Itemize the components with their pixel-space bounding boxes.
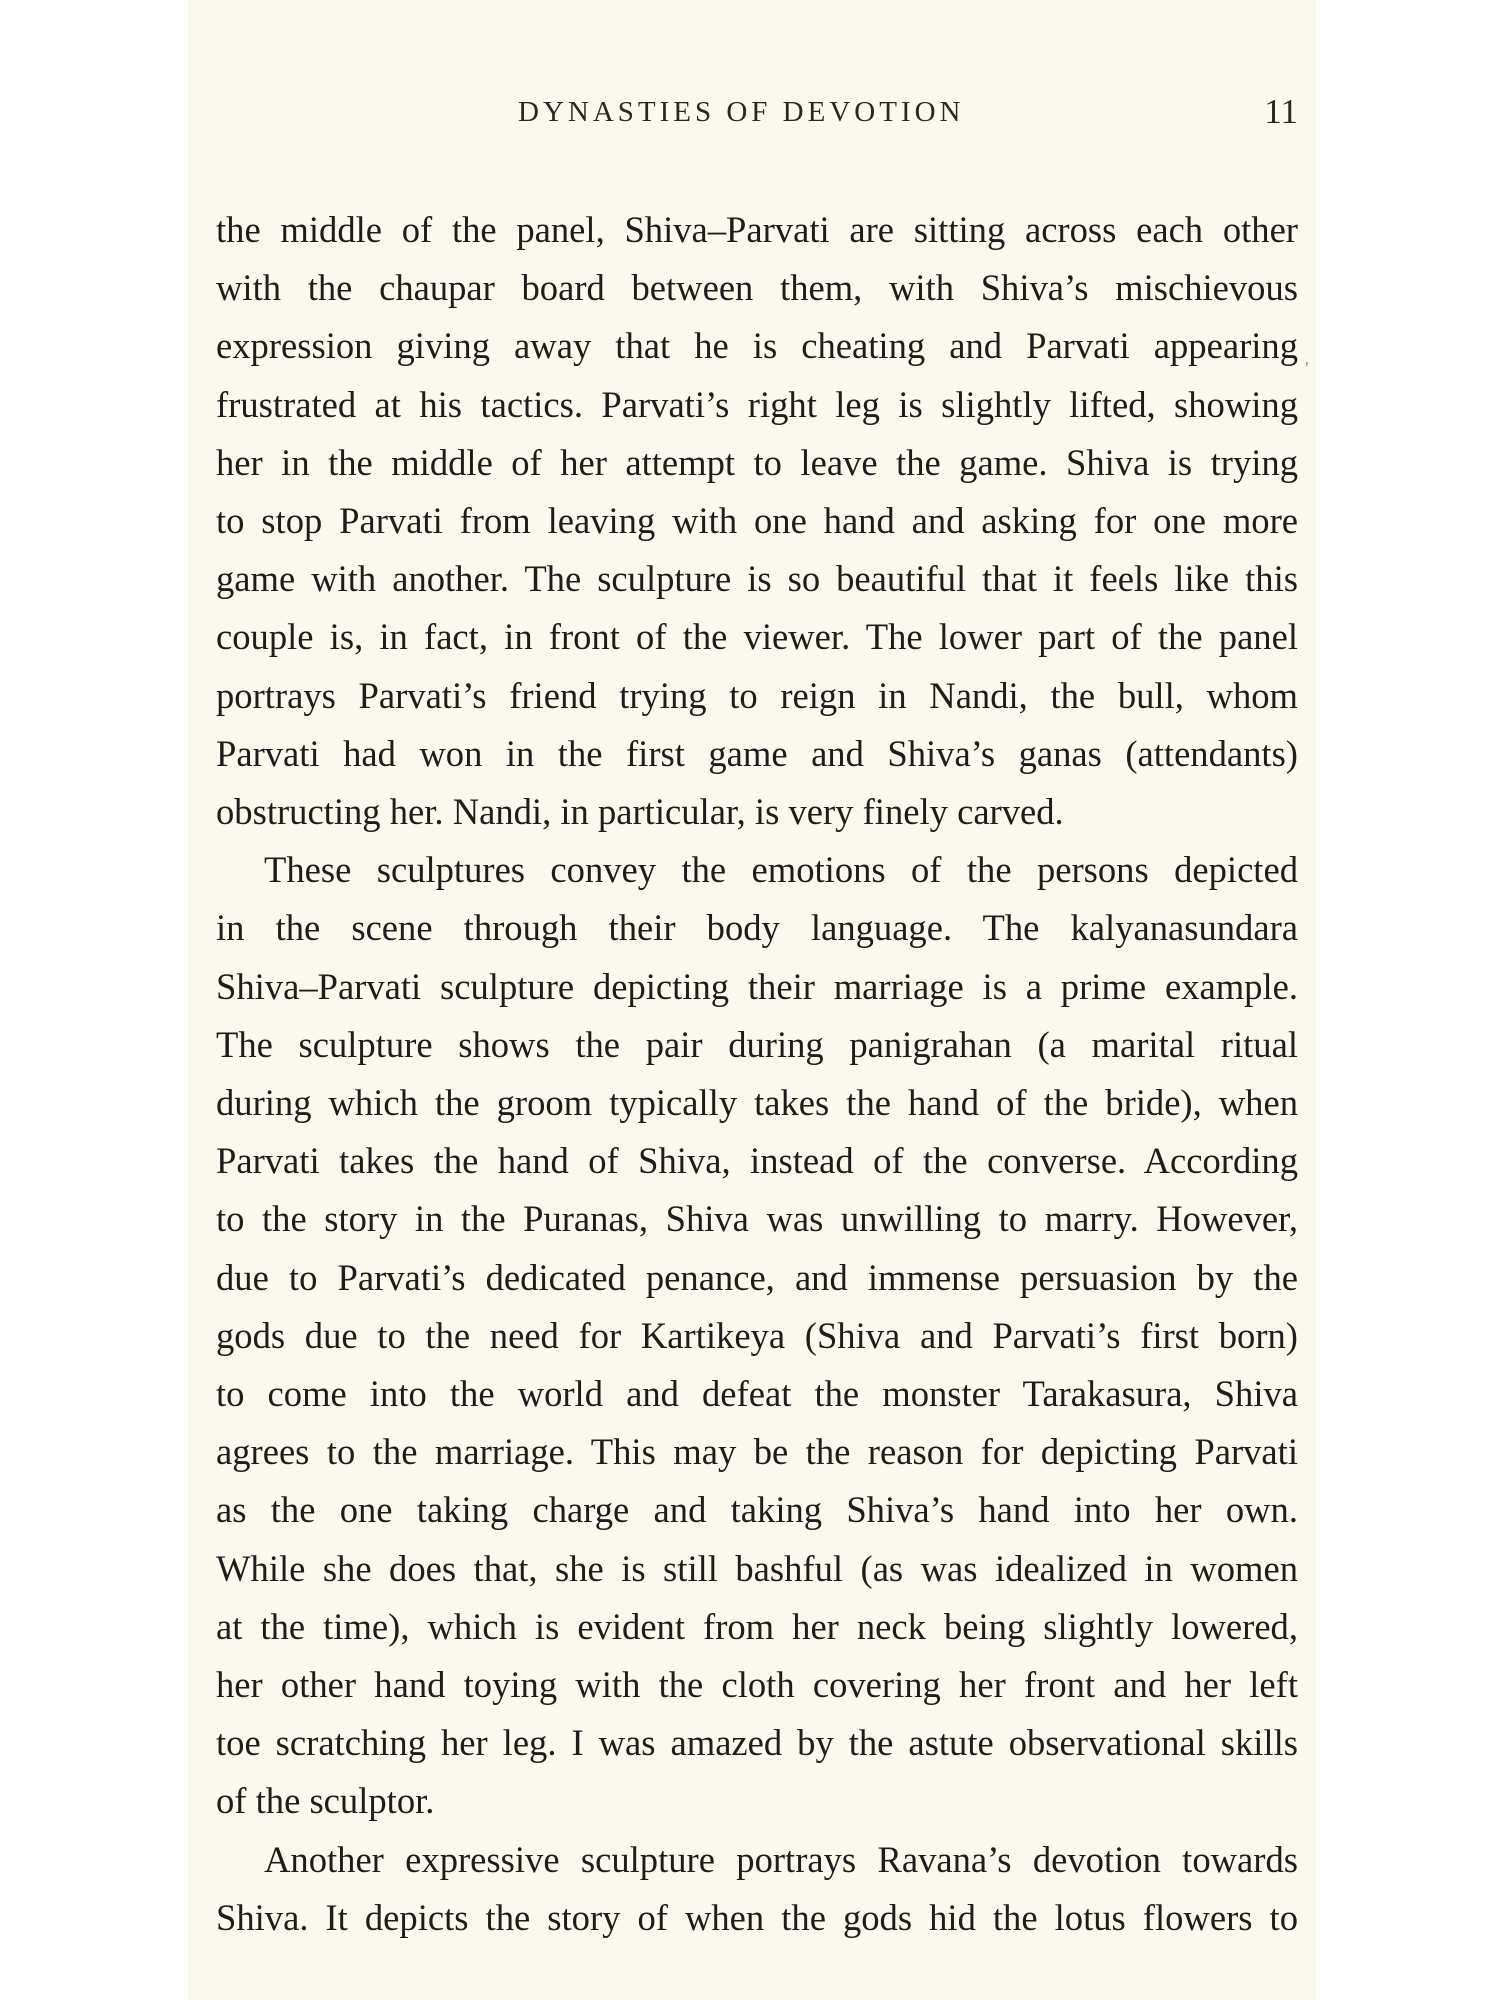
text-line: to come into the world and defeat the monster Tarakasura, Shiva xyxy=(216,1373,1298,1415)
text-line: in the scene through their body language. The kalyanasundara xyxy=(216,907,1298,949)
book-page xyxy=(188,0,1316,2000)
text-line: Another expressive sculpture portrays Ravana’s devotion towards xyxy=(264,1838,1298,1880)
text-line: her in the middle of her attempt to leave the game. Shiva is trying xyxy=(216,441,1298,483)
paragraph-2 xyxy=(216,841,1298,1830)
paragraph-1 xyxy=(216,201,1298,841)
running-head xyxy=(188,92,1316,136)
text-line: obstructing her. Nandi, in particular, is very finely carved. xyxy=(216,791,1064,833)
text-line: due to Parvati’s dedicated penance, and immense persuasion by the xyxy=(216,1256,1298,1298)
paragraph-3 xyxy=(216,1831,1298,1947)
text-line: gods due to the need for Kartikeya (Shiva and Parvati’s first born) xyxy=(216,1314,1298,1356)
text-line: during which the groom typically takes the hand of the bride), when xyxy=(216,1082,1298,1124)
text-line: frustrated at his tactics. Parvati’s right leg is slightly lifted, showing xyxy=(216,383,1298,425)
text-line: as the one taking charge and taking Shiva’s hand into her own. xyxy=(216,1489,1298,1531)
text-line: agrees to the marriage. This may be the reason for depicting Parvati xyxy=(216,1431,1298,1473)
text-line: These sculptures convey the emotions of the persons depicted xyxy=(264,849,1298,891)
text-line: While she does that, she is still bashful (as was idealized in women xyxy=(216,1547,1298,1589)
running-title: DYNASTIES OF DEVOTION xyxy=(518,96,965,128)
margin-mark-icon: ' xyxy=(1305,358,1309,380)
text-line: Shiva–Parvati sculpture depicting their marriage is a prime example. xyxy=(216,965,1298,1007)
text-line: to stop Parvati from leaving with one hand and asking for one more xyxy=(216,500,1298,542)
text-line: couple is, in fact, in front of the viewer. The lower part of the panel xyxy=(216,616,1298,658)
text-line: Shiva. It depicts the story of when the gods hid the lotus flowers to xyxy=(216,1896,1298,1938)
text-line: with the chaupar board between them, with Shiva’s mischievous xyxy=(216,267,1298,309)
text-line: of the sculptor. xyxy=(216,1780,435,1822)
text-line: The sculpture shows the pair during panigrahan (a marital ritual xyxy=(216,1023,1298,1065)
text-line: Parvati takes the hand of Shiva, instead of the converse. According xyxy=(216,1140,1298,1182)
text-line: portrays Parvati’s friend trying to reign in Nandi, the bull, whom xyxy=(216,674,1298,716)
text-line: at the time), which is evident from her neck being slightly lowered, xyxy=(216,1605,1298,1647)
text-line: game with another. The sculpture is so beautiful that it feels like this xyxy=(216,558,1298,600)
body-text xyxy=(216,201,1298,1947)
text-line: toe scratching her leg. I was amazed by the astute observational skills xyxy=(216,1722,1298,1764)
text-line: her other hand toying with the cloth covering her front and her left xyxy=(216,1664,1298,1706)
text-line: the middle of the panel, Shiva–Parvati are sitting across each other xyxy=(216,209,1298,250)
text-line: expression giving away that he is cheating and Parvati appearing xyxy=(216,325,1298,367)
page-number: 11 xyxy=(1264,92,1298,131)
text-line: to the story in the Puranas, Shiva was unwilling to marry. However, xyxy=(216,1198,1298,1240)
text-line: Parvati had won in the first game and Shiva’s ganas (attendants) xyxy=(216,732,1298,774)
